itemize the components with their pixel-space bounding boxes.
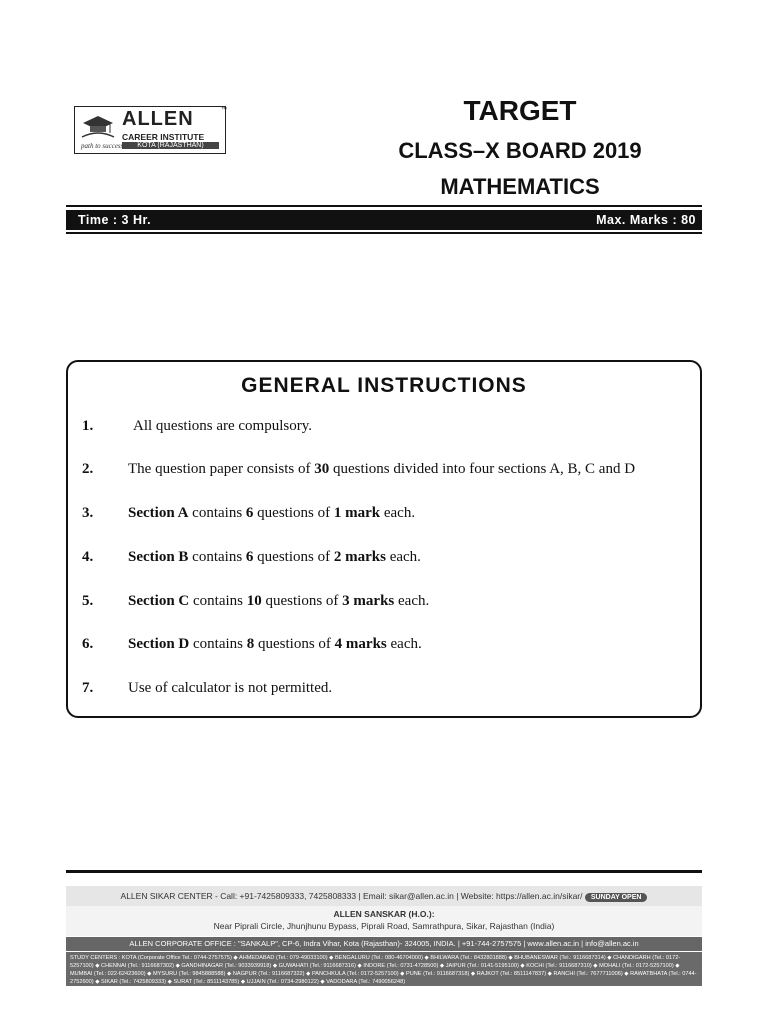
max-marks-label: Max. Marks : 80 — [596, 213, 696, 227]
allen-logo — [74, 106, 226, 154]
item-text: All questions are compulsory. — [133, 418, 312, 434]
header-rule-top — [66, 205, 702, 207]
header-rule-bottom — [66, 232, 702, 234]
item-number: 1. — [82, 418, 94, 434]
item-text: Section B contains 6 questions of 2 marks each. — [128, 549, 421, 565]
item-text: The question paper consists of 30 questions divided into four sections A, B, C and D — [128, 461, 636, 477]
title-class: CLASS–X BOARD 2019 — [398, 138, 642, 163]
sanskar-title: ALLEN SANSKAR (H.O.): — [333, 909, 435, 919]
footer-sanskar — [66, 906, 702, 936]
item-text: Use of calculator is not permitted. — [128, 680, 333, 696]
item-number: 3. — [82, 505, 94, 521]
item-number: 7. — [82, 680, 94, 696]
item-number: 2. — [82, 461, 94, 477]
sunday-open-badge: SUNDAY OPEN — [585, 893, 648, 902]
graduation-cap-emblem-icon — [79, 111, 117, 141]
item-text: Section D contains 8 questions of 4 marks each. — [128, 636, 422, 652]
item-number: 6. — [82, 636, 94, 652]
sanskar-address: Near Piprali Circle, Jhunjhunu Bypass, Piprali Road, Samrathpura, Sikar, Rajasthan (India) — [213, 921, 555, 931]
footer-rule — [66, 870, 702, 873]
sikar-contact: ALLEN SIKAR CENTER - Call: +91-7425809333, 7425808333 | Email: sikar@allen.ac.in | Website: https://allen.ac.in/sikar/ — [120, 891, 583, 901]
logo-brand: ALLEN — [122, 108, 194, 130]
item-number: 4. — [82, 549, 94, 565]
title-target: TARGET — [463, 95, 577, 126]
time-marks-bar — [66, 210, 702, 230]
logo-institute: CAREER INSTITUTE — [122, 132, 205, 142]
time-label: Time : 3 Hr. — [78, 213, 152, 227]
title-subject: MATHEMATICS — [440, 174, 600, 199]
logo-trademark: ™ — [221, 107, 227, 113]
item-number: 5. — [82, 593, 94, 609]
general-instructions-box — [66, 360, 702, 718]
footer-study-centers: STUDY CENTERS : KOTA (Corporate Office Tel.: 0744-2757575) ◆ AHMEDABAD (Tel.: 079-49033100) ◆ BENGALURU (Tel.: 080-46704000) ◆ BHILWARA (Tel.: 8432801888) ◆ BHUBANESWAR (Tel.: 9116687314) ◆ CHANDIGARH (Tel.: 0172-5257100) ◆ CHENNAI (Tel.: 9116687302) ◆ GANDHINAGAR (Tel.: 9033939918) ◆ GUWAHATI (Tel.: 9116687316) ◆ INDORE (Tel.: 0731-4728500) ◆ JAIPUR (Tel.: 0141-5195100) ◆ KOCHI (Tel.: 9116687310) ◆ MOHALI (Tel.: 0172-5257100) ◆ MUMBAI (Tel.: 022-62423600) ◆ MYSURU (Tel.: 9845888588) ◆ NAGPUR (Tel.: 9116687322) ◆ PANCHKULA (Tel.: 0172-5257100) ◆ PUNE (Tel.: 9116687318) ◆ RAJKOT (Tel.: 8511147837) ◆ RANCHI (Tel.: 7677711006) ◆ RAWATBHATA (Tel.: 0744-2752600) ◆ SIKAR (Tel.: 7425809333) ◆ SURAT (Tel.: 8511143785) ◆ UJJAIN (Tel.: 0734-2980122) ◆ VADODARA (Tel.: 7490056248) — [66, 952, 702, 986]
logo-tagline: path to success — [81, 142, 124, 150]
item-text: Section A contains 6 questions of 1 mark each. — [128, 505, 416, 521]
footer-sikar-center — [66, 886, 702, 906]
item-text: Section C contains 10 questions of 3 marks each. — [128, 593, 430, 609]
logo-city: KOTA (RAJASTHAN) — [122, 142, 219, 149]
instructions-title: GENERAL INSTRUCTIONS — [241, 374, 527, 397]
footer-corporate-office: ALLEN CORPORATE OFFICE : "SANKALP", CP-6, Indra Vihar, Kota (Rajasthan)- 324005, INDIA. | +91-744-2757575 | www.allen.ac.in | info@allen.ac.in — [66, 937, 702, 951]
